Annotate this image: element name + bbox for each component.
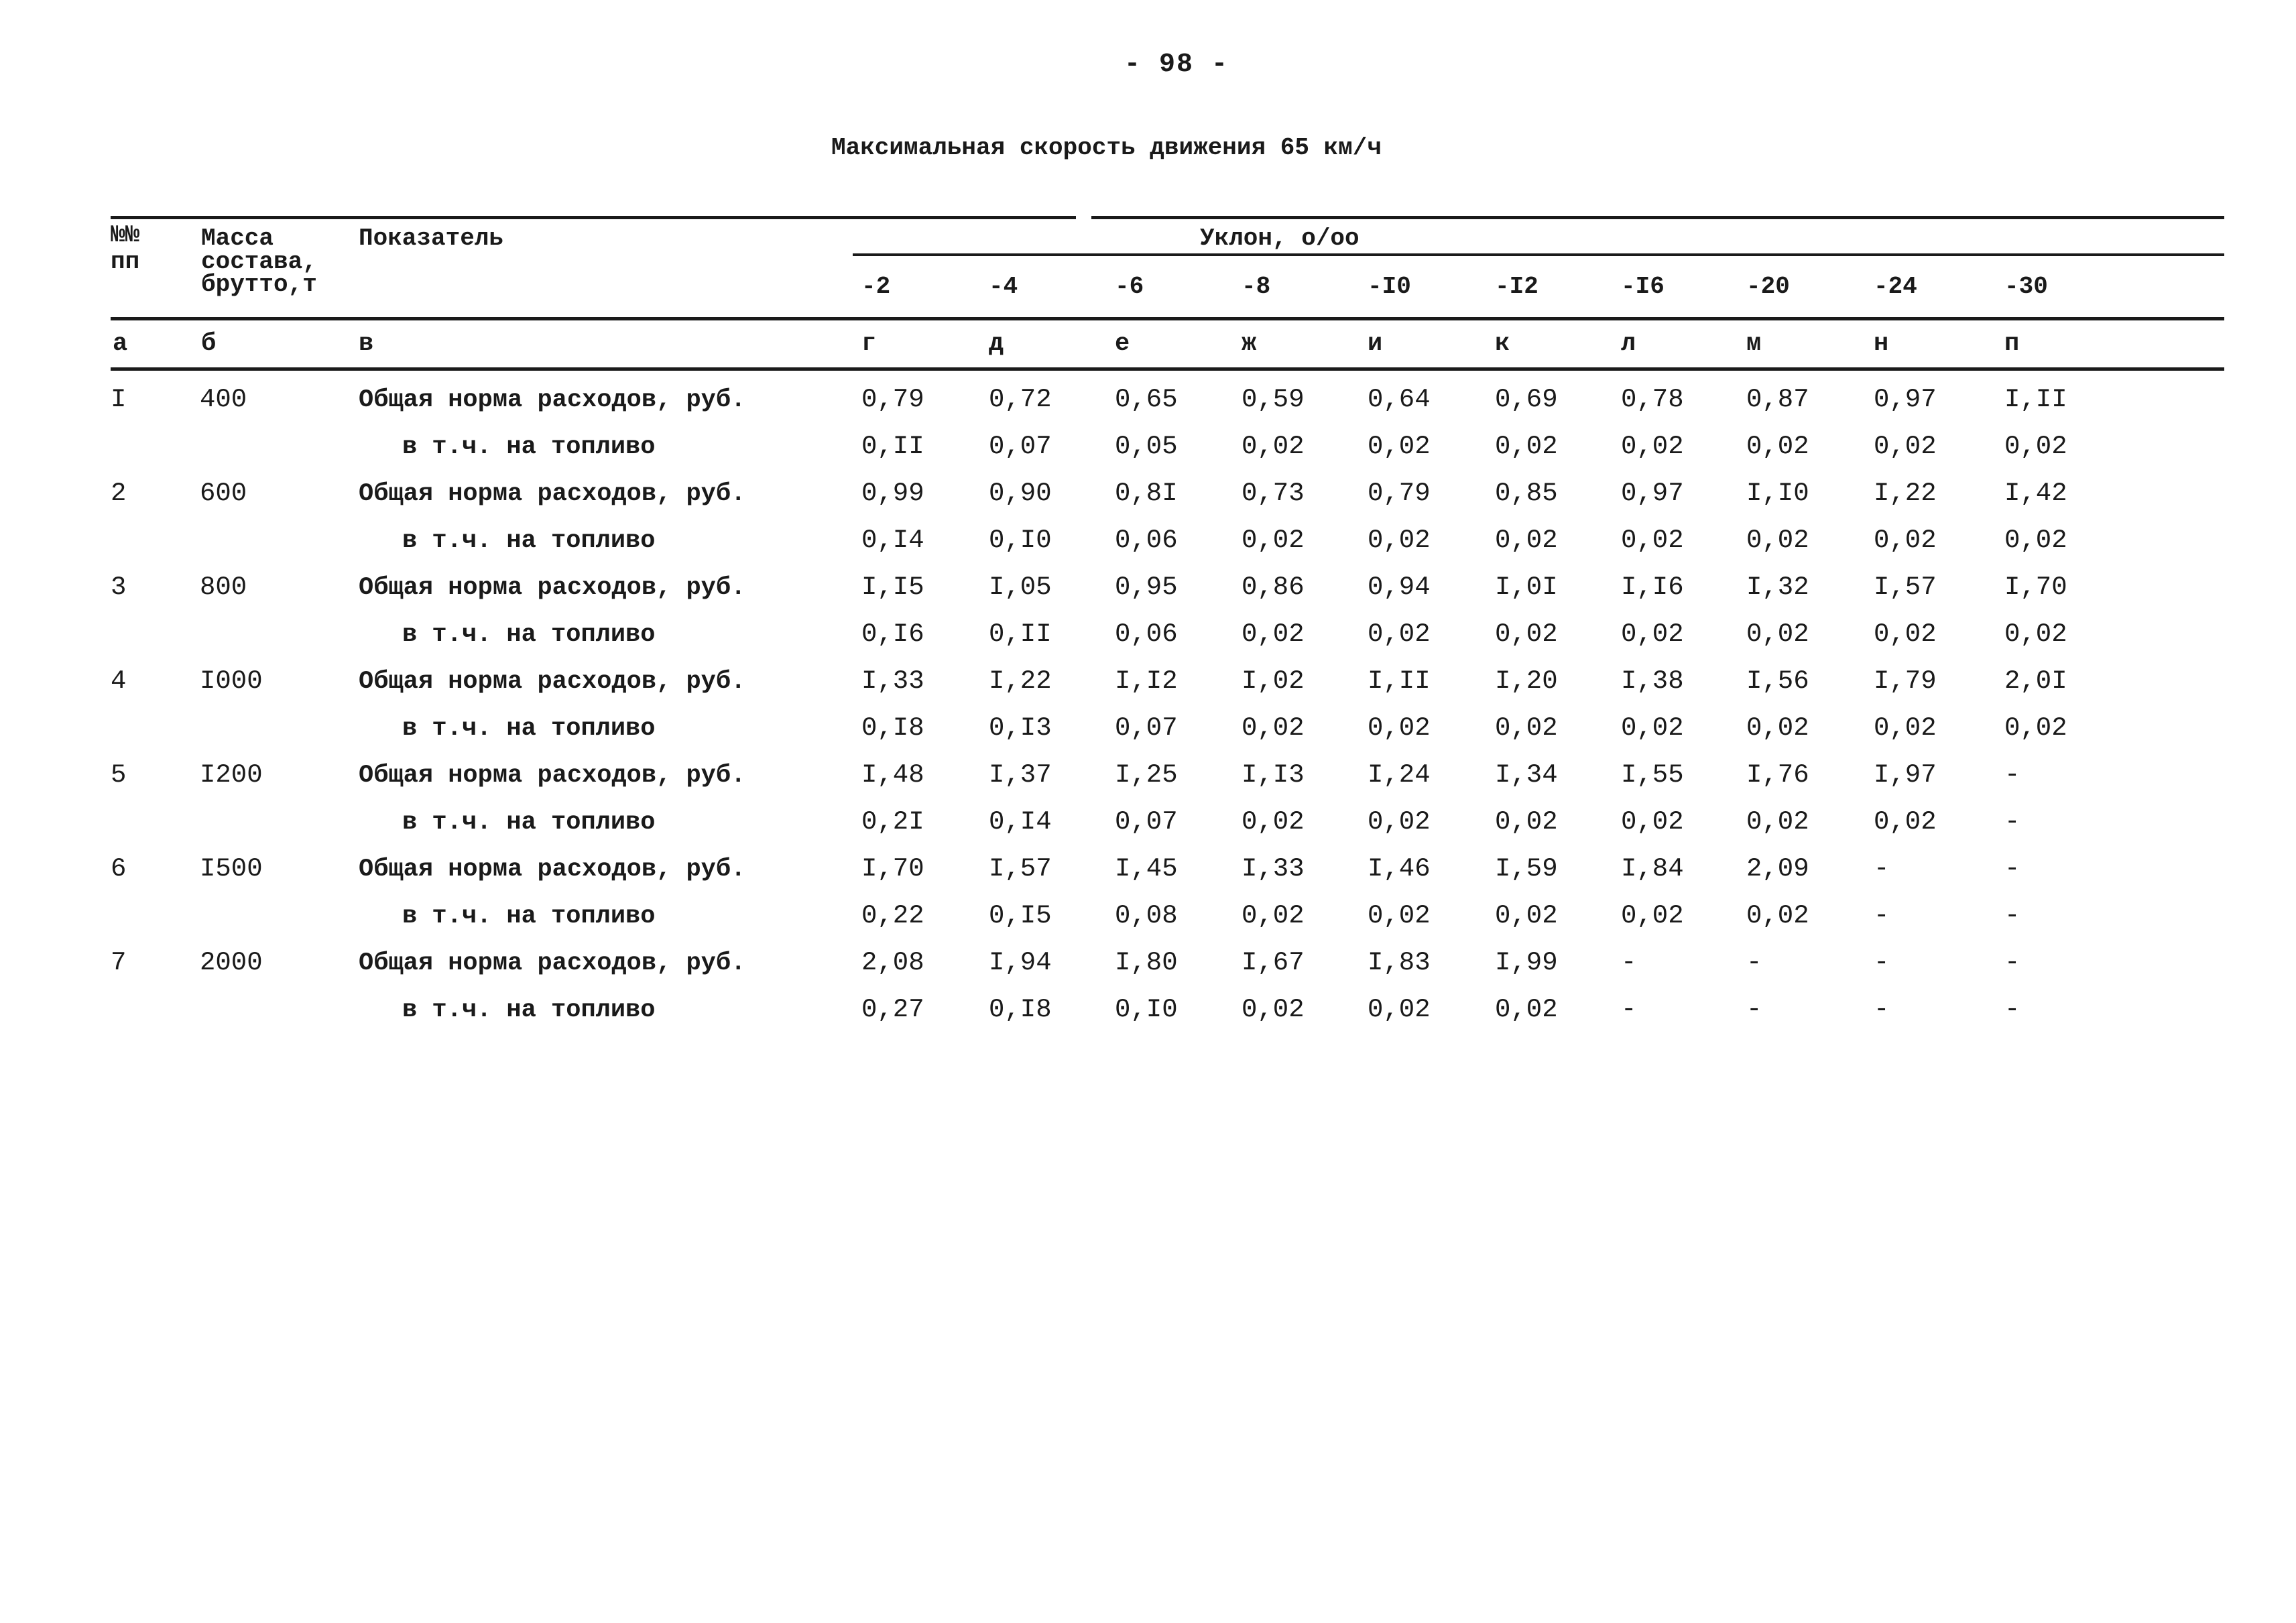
table-cell-fuel: 0,02 bbox=[1368, 713, 1431, 743]
table-cell-fuel: - bbox=[1746, 995, 1762, 1024]
table-cell-total: - bbox=[1874, 854, 1890, 884]
table-cell-total: I,22 bbox=[989, 666, 1052, 696]
column-letter-3: г bbox=[861, 330, 877, 358]
table-cell-total: I,70 bbox=[2004, 573, 2067, 602]
table-cell-total: 0,94 bbox=[1368, 573, 1431, 602]
table-cell-fuel: 0,02 bbox=[1242, 619, 1305, 649]
table-cell-fuel: 0,02 bbox=[1368, 901, 1431, 930]
column-letter-9: л bbox=[1621, 330, 1636, 358]
table-cell-fuel: 0,02 bbox=[1874, 619, 1937, 649]
table-cell-total: 0,78 bbox=[1621, 385, 1684, 414]
table-cell-total: I,02 bbox=[1242, 666, 1305, 696]
column-letter-1: б bbox=[201, 330, 217, 358]
row-mass: I500 bbox=[200, 854, 263, 884]
table-cell-fuel: 0,02 bbox=[1242, 901, 1305, 930]
slope-header-2: -6 bbox=[1115, 273, 1144, 300]
table-cell-fuel: 0,02 bbox=[1242, 713, 1305, 743]
slope-header-9: -30 bbox=[2004, 273, 2048, 300]
table-cell-total: I,84 bbox=[1621, 854, 1684, 884]
table-cell-total: 0,97 bbox=[1874, 385, 1937, 414]
table-cell-fuel: 0,06 bbox=[1115, 619, 1178, 649]
header-top-rule-right bbox=[1091, 216, 2224, 219]
table-cell-fuel: 0,I4 bbox=[861, 526, 924, 555]
row-label-total: Общая норма расходов, руб. bbox=[359, 949, 746, 977]
table-cell-total: I,II bbox=[1368, 666, 1431, 696]
table-cell-total: I,24 bbox=[1368, 760, 1431, 790]
table-cell-total: I,79 bbox=[1874, 666, 1937, 696]
table-cell-fuel: 0,08 bbox=[1115, 901, 1178, 930]
column-letter-8: к bbox=[1495, 330, 1510, 358]
table-cell-fuel: 0,02 bbox=[2004, 619, 2067, 649]
table-cell-fuel: 0,02 bbox=[1495, 619, 1558, 649]
table-cell-total: 0,95 bbox=[1115, 573, 1178, 602]
table-cell-fuel: 0,02 bbox=[1746, 713, 1809, 743]
row-mass: 400 bbox=[200, 385, 247, 414]
table-cell-fuel: 0,2I bbox=[861, 807, 924, 837]
row-label-fuel: в т.ч. на топливо bbox=[402, 621, 656, 649]
header-num-label-2: пп bbox=[111, 248, 140, 276]
column-letter-12: п bbox=[2004, 330, 2020, 358]
table-cell-fuel: 0,I5 bbox=[989, 901, 1052, 930]
table-cell-total: I,80 bbox=[1115, 948, 1178, 977]
table-cell-fuel: 0,02 bbox=[1621, 901, 1684, 930]
column-letter-7: и bbox=[1368, 330, 1383, 358]
table-cell-total: I,32 bbox=[1746, 573, 1809, 602]
table-cell-fuel: 0,02 bbox=[1874, 807, 1937, 837]
column-letter-4: д bbox=[989, 330, 1004, 358]
table-cell-total: I,05 bbox=[989, 573, 1052, 602]
slope-header-3: -8 bbox=[1242, 273, 1271, 300]
table-cell-total: I,II bbox=[2004, 385, 2067, 414]
table-cell-total: - bbox=[2004, 760, 2020, 790]
table-cell-total: I,55 bbox=[1621, 760, 1684, 790]
row-label-total: Общая норма расходов, руб. bbox=[359, 386, 746, 414]
table-cell-fuel: - bbox=[1874, 901, 1890, 930]
row-label-fuel: в т.ч. на топливо bbox=[402, 902, 656, 930]
header-bottom-rule bbox=[111, 317, 2224, 320]
column-letter-5: е bbox=[1115, 330, 1130, 358]
table-cell-total: I,20 bbox=[1495, 666, 1558, 696]
table-cell-fuel: 0,02 bbox=[1242, 432, 1305, 461]
table-cell-total: I,67 bbox=[1242, 948, 1305, 977]
table-cell-total: 0,86 bbox=[1242, 573, 1305, 602]
row-number: 4 bbox=[111, 666, 127, 696]
table-cell-fuel: 0,07 bbox=[989, 432, 1052, 461]
table-cell-total: I,99 bbox=[1495, 948, 1558, 977]
table-cell-total: 0,97 bbox=[1621, 479, 1684, 508]
table-cell-fuel: 0,I4 bbox=[989, 807, 1052, 837]
table-cell-fuel: 0,22 bbox=[861, 901, 924, 930]
table-cell-fuel: 0,02 bbox=[1495, 713, 1558, 743]
row-label-fuel: в т.ч. на топливо bbox=[402, 433, 656, 461]
table-cell-total: I,83 bbox=[1368, 948, 1431, 977]
table-cell-fuel: - bbox=[2004, 901, 2020, 930]
table-cell-fuel: 0,02 bbox=[1621, 526, 1684, 555]
table-cell-total: - bbox=[1746, 948, 1762, 977]
table-cell-fuel: 0,02 bbox=[1621, 432, 1684, 461]
row-label-total: Общая норма расходов, руб. bbox=[359, 855, 746, 884]
slope-header-6: -I6 bbox=[1621, 273, 1665, 300]
table-cell-fuel: 0,I0 bbox=[1115, 995, 1178, 1024]
table-cell-fuel: 0,02 bbox=[1368, 619, 1431, 649]
column-letter-0: а bbox=[113, 330, 128, 358]
table-cell-fuel: 0,02 bbox=[1495, 432, 1558, 461]
table-cell-total: I,42 bbox=[2004, 479, 2067, 508]
table-cell-fuel: 0,02 bbox=[1495, 901, 1558, 930]
slope-header-4: -I0 bbox=[1368, 273, 1411, 300]
row-number: 6 bbox=[111, 854, 127, 884]
row-mass: I200 bbox=[200, 760, 263, 790]
row-label-fuel: в т.ч. на топливо bbox=[402, 808, 656, 837]
row-number: 3 bbox=[111, 573, 127, 602]
table-cell-fuel: 0,I0 bbox=[989, 526, 1052, 555]
table-cell-fuel: 0,02 bbox=[1874, 713, 1937, 743]
table-cell-total: I,I5 bbox=[861, 573, 924, 602]
page-title: Максимальная скорость движения 65 км/ч bbox=[831, 134, 1382, 162]
table-cell-total: 0,79 bbox=[861, 385, 924, 414]
table-cell-fuel: 0,02 bbox=[1621, 713, 1684, 743]
table-cell-fuel: 0,I6 bbox=[861, 619, 924, 649]
table-cell-total: I,34 bbox=[1495, 760, 1558, 790]
table-cell-total: 0,87 bbox=[1746, 385, 1809, 414]
table-cell-total: 0,64 bbox=[1368, 385, 1431, 414]
letters-bottom-rule bbox=[111, 367, 2224, 371]
column-letter-2: в bbox=[359, 330, 374, 358]
table-cell-fuel: 0,02 bbox=[1495, 526, 1558, 555]
table-cell-total: - bbox=[2004, 854, 2020, 884]
page-number: - 98 - bbox=[1124, 50, 1229, 80]
table-cell-fuel: 0,I8 bbox=[989, 995, 1052, 1024]
table-cell-total: I,33 bbox=[861, 666, 924, 696]
row-label-fuel: в т.ч. на топливо bbox=[402, 996, 656, 1024]
table-cell-fuel: 0,02 bbox=[1746, 901, 1809, 930]
table-cell-total: I,48 bbox=[861, 760, 924, 790]
table-cell-total: 0,69 bbox=[1495, 385, 1558, 414]
table-cell-fuel: 0,02 bbox=[1368, 526, 1431, 555]
table-cell-total: I,I0 bbox=[1746, 479, 1809, 508]
header-mass-label-3: брутто,т bbox=[201, 271, 317, 298]
row-number: 2 bbox=[111, 479, 127, 508]
table-cell-total: I,38 bbox=[1621, 666, 1684, 696]
table-cell-total: I,37 bbox=[989, 760, 1052, 790]
column-letter-10: м bbox=[1746, 330, 1762, 358]
table-cell-total: - bbox=[1874, 948, 1890, 977]
header-indicator-label: Показатель bbox=[359, 225, 504, 252]
table-cell-total: 0,59 bbox=[1242, 385, 1305, 414]
slope-header-1: -4 bbox=[989, 273, 1018, 300]
slope-header-0: -2 bbox=[861, 273, 891, 300]
row-number: 7 bbox=[111, 948, 127, 977]
table-cell-fuel: - bbox=[2004, 807, 2020, 837]
table-cell-total: 0,79 bbox=[1368, 479, 1431, 508]
table-cell-fuel: - bbox=[1621, 995, 1637, 1024]
table-cell-total: I,45 bbox=[1115, 854, 1178, 884]
table-cell-total: I,57 bbox=[1874, 573, 1937, 602]
row-label-fuel: в т.ч. на топливо bbox=[402, 715, 656, 743]
table-cell-fuel: 0,02 bbox=[2004, 713, 2067, 743]
row-number: 5 bbox=[111, 760, 127, 790]
column-letter-11: н bbox=[1874, 330, 1889, 358]
table-cell-fuel: 0,02 bbox=[1746, 526, 1809, 555]
row-mass: I000 bbox=[200, 666, 263, 696]
table-cell-fuel: 0,I3 bbox=[989, 713, 1052, 743]
table-cell-fuel: 0,06 bbox=[1115, 526, 1178, 555]
table-cell-total: 2,0I bbox=[2004, 666, 2067, 696]
header-slope-group: Уклон, о/оо bbox=[1200, 225, 1360, 252]
table-cell-fuel: 0,02 bbox=[1242, 995, 1305, 1024]
table-cell-total: I,I3 bbox=[1242, 760, 1305, 790]
table-cell-total: 0,73 bbox=[1242, 479, 1305, 508]
header-mass-label-2: состава, bbox=[201, 248, 317, 276]
row-label-total: Общая норма расходов, руб. bbox=[359, 574, 746, 602]
slope-group-rule bbox=[853, 253, 2224, 256]
row-mass: 800 bbox=[200, 573, 247, 602]
table-cell-total: I,70 bbox=[861, 854, 924, 884]
table-cell-total: 2,08 bbox=[861, 948, 924, 977]
table-cell-fuel: 0,02 bbox=[1368, 995, 1431, 1024]
table-cell-fuel: 0,02 bbox=[1368, 432, 1431, 461]
table-cell-fuel: - bbox=[2004, 995, 2020, 1024]
table-cell-fuel: 0,02 bbox=[2004, 432, 2067, 461]
table-cell-total: 0,90 bbox=[989, 479, 1052, 508]
table-cell-fuel: 0,02 bbox=[1242, 807, 1305, 837]
table-cell-fuel: 0,02 bbox=[1495, 995, 1558, 1024]
table-cell-total: - bbox=[1621, 948, 1637, 977]
row-label-total: Общая норма расходов, руб. bbox=[359, 668, 746, 696]
table-cell-total: I,57 bbox=[989, 854, 1052, 884]
row-mass: 2000 bbox=[200, 948, 263, 977]
column-letter-6: ж bbox=[1242, 330, 1257, 358]
table-cell-fuel: 0,II bbox=[861, 432, 924, 461]
table-cell-total: I,I2 bbox=[1115, 666, 1178, 696]
header-top-rule-left bbox=[111, 216, 1076, 219]
table-cell-total: I,I6 bbox=[1621, 573, 1684, 602]
table-cell-fuel: 0,II bbox=[989, 619, 1052, 649]
table-cell-total: I,94 bbox=[989, 948, 1052, 977]
table-cell-fuel: 0,02 bbox=[1874, 432, 1937, 461]
table-cell-fuel: 0,02 bbox=[1746, 619, 1809, 649]
table-cell-total: 0,65 bbox=[1115, 385, 1178, 414]
table-cell-fuel: 0,02 bbox=[1621, 619, 1684, 649]
row-number: I bbox=[111, 385, 127, 414]
table-cell-fuel: 0,07 bbox=[1115, 713, 1178, 743]
table-cell-fuel: 0,02 bbox=[1874, 526, 1937, 555]
table-cell-fuel: 0,02 bbox=[1746, 432, 1809, 461]
table-cell-total: I,59 bbox=[1495, 854, 1558, 884]
table-cell-total: 0,8I bbox=[1115, 479, 1178, 508]
row-mass: 600 bbox=[200, 479, 247, 508]
slope-header-7: -20 bbox=[1746, 273, 1790, 300]
table-cell-total: 2,09 bbox=[1746, 854, 1809, 884]
table-cell-total: I,22 bbox=[1874, 479, 1937, 508]
table-cell-fuel: 0,02 bbox=[1495, 807, 1558, 837]
slope-header-5: -I2 bbox=[1495, 273, 1538, 300]
table-cell-total: I,25 bbox=[1115, 760, 1178, 790]
table-cell-total: - bbox=[2004, 948, 2020, 977]
table-cell-total: I,97 bbox=[1874, 760, 1937, 790]
table-cell-fuel: 0,27 bbox=[861, 995, 924, 1024]
table-cell-total: 0,85 bbox=[1495, 479, 1558, 508]
table-cell-fuel: 0,02 bbox=[2004, 526, 2067, 555]
table-cell-fuel: 0,02 bbox=[1368, 807, 1431, 837]
table-cell-fuel: 0,07 bbox=[1115, 807, 1178, 837]
row-label-total: Общая норма расходов, руб. bbox=[359, 480, 746, 508]
row-label-fuel: в т.ч. на топливо bbox=[402, 527, 656, 555]
table-cell-total: 0,99 bbox=[861, 479, 924, 508]
table-cell-fuel: - bbox=[1874, 995, 1890, 1024]
table-cell-total: I,46 bbox=[1368, 854, 1431, 884]
table-cell-fuel: 0,I8 bbox=[861, 713, 924, 743]
table-cell-total: I,0I bbox=[1495, 573, 1558, 602]
table-cell-total: I,33 bbox=[1242, 854, 1305, 884]
slope-header-8: -24 bbox=[1874, 273, 1917, 300]
header-num-label: №№ bbox=[111, 221, 140, 249]
table-cell-fuel: 0,02 bbox=[1242, 526, 1305, 555]
row-label-total: Общая норма расходов, руб. bbox=[359, 762, 746, 790]
table-cell-fuel: 0,02 bbox=[1621, 807, 1684, 837]
table-cell-total: I,56 bbox=[1746, 666, 1809, 696]
table-cell-fuel: 0,05 bbox=[1115, 432, 1178, 461]
table-cell-total: I,76 bbox=[1746, 760, 1809, 790]
table-cell-fuel: 0,02 bbox=[1746, 807, 1809, 837]
header-mass-label: Масса bbox=[201, 225, 274, 252]
table-cell-total: 0,72 bbox=[989, 385, 1052, 414]
